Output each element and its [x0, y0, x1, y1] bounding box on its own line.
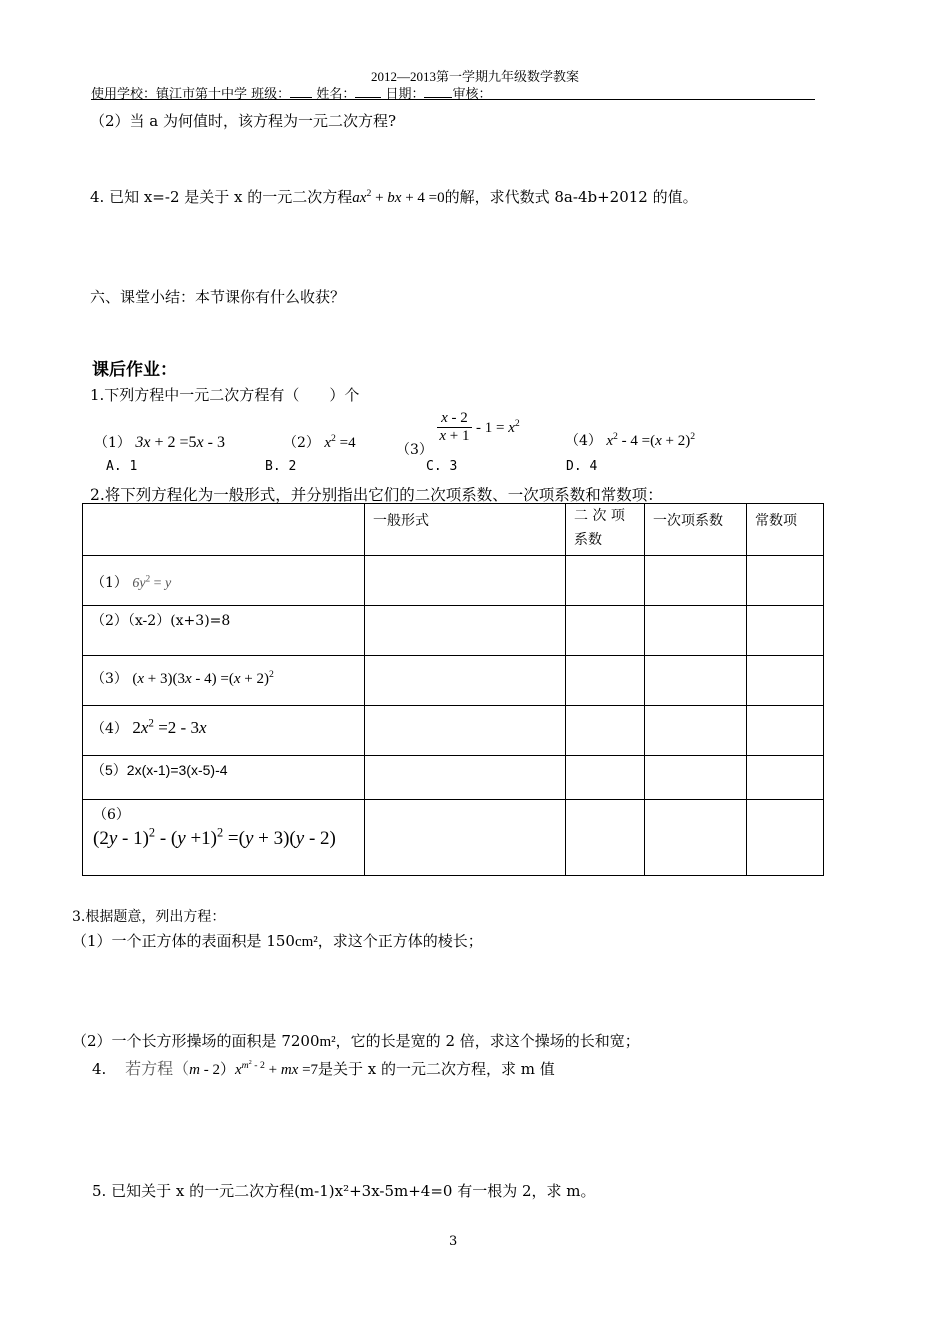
hw1-item-3-denominator: x + 1: [439, 428, 470, 444]
hw1-item-1: [94, 432, 225, 452]
question-4-equation: $ax^2$ + bx + 4 =0: [352, 188, 445, 206]
hw2-header-linear-coef: 一次项系数: [645, 504, 747, 556]
hw1-option-a: A. 1: [106, 459, 138, 474]
hw2-row-4-number: （4）: [91, 721, 128, 737]
hw2-cell-2-constant[interactable]: [747, 606, 824, 656]
hw4-equation: m - $2)x^{m^2 - 2}$ + mx =7: [189, 1058, 319, 1078]
hw1-item-2: [283, 432, 356, 452]
hw1-option-d: D. 4: [566, 459, 598, 474]
hw2-row-6-label: [83, 800, 365, 876]
hw3-part-1: [72, 930, 483, 951]
hw3-stem: 3.根据题意，列出方程：: [72, 909, 226, 925]
section-6-summary: 六、课堂小结：本节课你有什么收获？: [90, 288, 346, 306]
hw3-part-2-post: ，它的长是宽的 2 倍，求这个操场的长和宽；: [335, 1032, 640, 1050]
hw2-row-3-number: （3）: [91, 671, 128, 687]
hw1-item-3-rest: - $1 = x^2$: [475, 417, 520, 436]
hw4-number: 4.: [92, 1060, 107, 1078]
hw2-row-5-label: （5）2x(x-1)=3(x-5)-4: [83, 756, 365, 800]
hw3-part-1-unit: cm²: [294, 934, 318, 950]
question-4-post: 的解，求代数式 8a-4b+2012 的值。: [444, 188, 698, 206]
hw1-item-4: [565, 430, 695, 450]
question-4: [90, 186, 698, 207]
table-row: [83, 706, 824, 756]
date-blank: [424, 85, 452, 98]
hw2-cell-4-quadratic[interactable]: [566, 706, 645, 756]
hw2-row-2-label: （2）（x-2）(x+3)=8: [83, 606, 365, 656]
hw2-cell-6-quadratic[interactable]: [566, 800, 645, 876]
hw3-part-2: [72, 1030, 640, 1051]
hw2-cell-2-quadratic[interactable]: [566, 606, 645, 656]
hw1-item-2-label: （2）: [283, 435, 320, 451]
hw2-cell-3-constant[interactable]: [747, 656, 824, 706]
hw2-cell-5-general[interactable]: [365, 756, 566, 800]
hw1-item-3-numerator: x - 2: [437, 410, 471, 428]
hw3-part-1-post: ，求这个正方体的棱长；: [317, 932, 483, 950]
review-label: 审核：: [452, 87, 492, 102]
name-blank: [355, 85, 381, 98]
hw2-row-1-number: （1）: [91, 575, 128, 591]
hw2-row-6-eq: $(2y - 1)^2 - (y +1)^2 =(y + 3)(y - 2)$: [93, 825, 336, 849]
hw1-item-4-label: （4）: [565, 433, 602, 449]
hw2-row-3-label: [83, 656, 365, 706]
hw2-cell-4-general[interactable]: [365, 706, 566, 756]
hw2-header-row: [83, 504, 824, 556]
hw2-table: [82, 503, 824, 876]
hw1-stem: 1.下列方程中一元二次方程有（ ）个: [90, 386, 360, 404]
class-label: 班级：: [251, 87, 291, 102]
hw1-item-3: [396, 408, 520, 458]
hw3-part-1-pre: （1）一个正方体的表面积是 150: [72, 932, 295, 950]
hw2-cell-4-constant[interactable]: [747, 706, 824, 756]
hw4-pre: 若方程（: [125, 1059, 190, 1078]
hw2-header-blank: [83, 504, 365, 556]
page-number: 3: [449, 1234, 458, 1249]
hw2-cell-6-linear[interactable]: [645, 800, 747, 876]
table-row: [83, 800, 824, 876]
school-label: 使用学校：镇江市第十中学: [91, 87, 248, 102]
hw2-cell-1-linear[interactable]: [645, 556, 747, 606]
class-blank: [290, 85, 312, 98]
hw1-item-1-label: （1）: [94, 435, 131, 451]
hw3-part-2-unit: m²: [319, 1034, 336, 1050]
hw2-row-4-label: [83, 706, 365, 756]
hw1-option-b: B. 2: [265, 459, 297, 474]
hw2-cell-1-general[interactable]: [365, 556, 566, 606]
hw2-row-3-eq: $(x + 3)(3x - 4) =(x + 2)^2$: [132, 669, 274, 687]
hw1-item-3-fraction: [437, 410, 471, 445]
hw2-cell-6-general[interactable]: [365, 800, 566, 876]
hw5: 5. 已知关于 x 的一元二次方程(m-1)x²+3x-5m+4=0 有一根为 2，求 m。: [92, 1182, 596, 1200]
table-row: [83, 756, 824, 800]
document-title: 2012—2013第一学期九年级数学教案: [370, 69, 579, 84]
hw2-row-6-number: （6）: [93, 807, 130, 823]
hw2-cell-6-constant[interactable]: [747, 800, 824, 876]
hw2-cell-5-quadratic[interactable]: [566, 756, 645, 800]
hw2-cell-3-quadratic[interactable]: [566, 656, 645, 706]
table-row: [83, 606, 824, 656]
hw2-row-1-label: [83, 556, 365, 606]
hw4: [92, 1056, 555, 1079]
hw1-item-2-eq: $x^2 =4$: [324, 433, 356, 451]
table-row: [83, 656, 824, 706]
homework-title: 课后作业：: [92, 360, 177, 380]
hw1-item-3-label: （3）: [396, 441, 433, 458]
hw2-cell-3-general[interactable]: [365, 656, 566, 706]
hw2-cell-2-general[interactable]: [365, 606, 566, 656]
hw2-cell-1-constant[interactable]: [747, 556, 824, 606]
question-part-2: （2）当 a 为何值时，该方程为一元二次方程?: [90, 112, 397, 130]
hw1-item-1-eq: 3x + 2 =5x - 3: [135, 434, 225, 451]
hw3-part-2-pre: （2）一个长方形操场的面积是 7200: [72, 1032, 320, 1050]
hw1-item-4-eq: $x^2 - 4 =(x + 2)^2$: [606, 431, 696, 449]
date-label: 日期：: [385, 87, 425, 102]
question-4-pre: 4. 已知 x=-2 是关于 x 的一元二次方程: [90, 188, 353, 206]
table-row: [83, 556, 824, 606]
hw2-row-1-eq: $6y^2 = y$: [132, 573, 172, 591]
hw2-cell-5-constant[interactable]: [747, 756, 824, 800]
hw2-cell-1-quadratic[interactable]: [566, 556, 645, 606]
hw2-stem: 2.将下列方程化为一般形式，并分别指出它们的二次项系数、一次项系数和常数项：: [90, 486, 663, 504]
hw1-option-c: C. 3: [426, 459, 458, 474]
name-label: 姓名：: [316, 87, 356, 102]
hw2-cell-2-linear[interactable]: [645, 606, 747, 656]
header-rule: [91, 99, 815, 100]
hw2-cell-3-linear[interactable]: [645, 656, 747, 706]
hw2-row-4-eq: $2x^2 =2 - 3x$: [132, 717, 207, 737]
hw2-cell-5-linear[interactable]: [645, 756, 747, 800]
hw2-header-quadratic-coef: 二 次 项 系数: [566, 504, 645, 556]
hw2-cell-4-linear[interactable]: [645, 706, 747, 756]
hw4-post: 是关于 x 的一元二次方程，求 m 值: [318, 1060, 555, 1078]
hw2-header-general-form: 一般形式: [365, 504, 566, 556]
hw2-header-constant: 常数项: [747, 504, 824, 556]
